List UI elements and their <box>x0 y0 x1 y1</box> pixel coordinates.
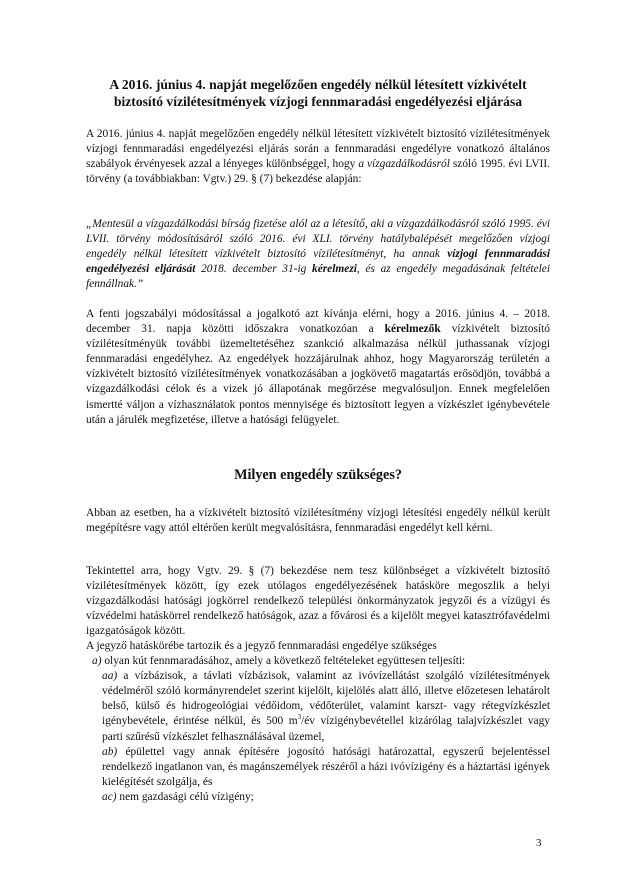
document-title <box>70 76 566 110</box>
quote-bold-procedure: vízjogi fennmaradási engedélyezési eljárását <box>86 248 550 276</box>
list-intro: A jegyző hatáskörébe tartozik és a jegyző fennmaradási engedélye szükséges <box>86 640 437 652</box>
list-item-aa <box>86 669 550 744</box>
list-item-aa-text-1: a vízbázisok, a távlati vízbázisok, valamint az ivóvízellátást szolgáló vízilétesítmények védelméről szóló kormányrendelet szerint kijelölt, kijelölés alatt álló, illetve előzetesen lehatárolt belső, külső és hidrogeológiai védőidom, védőterület, valamint karszt- vagy rétegvízkészlet igénybevétele, érintése nélkül, és 500 m <box>102 670 550 728</box>
list-item-aa-sup: 3 <box>297 713 302 722</box>
intro-paragraph <box>86 127 550 187</box>
quote-text-a: „Mentesül a vízgazdálkodási bírság fizetése alól az a létesítő, aki a vízgazdálkodásról szóló 1995. évi LVII. törvény módosításáról szóló 2016. évi XLI. törvény hatálybalépését megelőzően vízjogi engedély nélkül létesített vízkivételt biztosító vízilétesítményt, ha annak <box>86 218 550 261</box>
list-item-ab <box>86 745 550 790</box>
authority-paragraph: Tekintettel arra, hogy Vgtv. 29. § (7) bekezdése nem tesz különbséget a vízkivételt biztosító vízilétesítmények között, így ezek utólagos engedélyezésének hatásköre megoszlik a helyi vízgazdálkodási hatósági jogkörrel rendelkező települési önkormányzatok jegyzői és a vízügyi és vízvédelmi hatáskörrel rendelkező hatóságok, azaz a fővárosi és a kijelölt megyei katasztrófavédelmi igazgatóságok között. <box>86 565 550 638</box>
purpose-paragraph <box>86 307 550 428</box>
permit-needed-paragraph: Abban az esetben, ha a vízkivételt biztosító vízilétesítmény vízjogi létesítési engedély nélkül került megépítésre vagy attól eltérően került megvalósításra, fennmaradási engedélyt kell kérni. <box>86 507 550 535</box>
quote-text-c: , és az engedély megadásának feltételei fennállnak.” <box>86 263 550 291</box>
title-line-2: biztosító vízilétesítmények vízjogi fennmaradási engedélyezési eljárása <box>113 94 523 109</box>
purpose-bold-applicants: kérelmezők <box>384 323 441 336</box>
quote-text-b: 2018. december 31-ig <box>195 263 312 276</box>
purpose-text-a: A fenti jogszabályi módosítással a jogalkotó azt kívánja elérni, hogy a 2016. június 4. – 2018. december 31. napja közötti időszakra vonatkozóan a <box>86 308 550 336</box>
quote-bold-applies: kérelmezi <box>312 263 357 276</box>
permit-list <box>86 639 550 805</box>
intro-law-name: a vízgazdálkodásról <box>358 158 450 171</box>
list-item-a-label: a) <box>92 655 102 668</box>
list-item-a-text: olyan kút fennmaradásához, amely a következő feltételeket együttesen teljesíti: <box>101 655 466 668</box>
intro-text-c: szóló 1995. évi LVII. törvény (a továbbiakban: Vgtv.) 29. § (7) bekezdése alapján: <box>86 158 550 186</box>
list-item-aa-label: aa) <box>102 670 118 683</box>
list-item-ac-label: ac) <box>102 790 117 803</box>
purpose-text-b: vízkivételt biztosító vízilétesítményük további üzemeltetéséhez szankció alkalmazása nélkül juthassanak vízjogi fennmaradási engedélyhez. Az engedélyek hozzájárulnak ahhoz, hogy Magyarország területén a vízkivételt biztosító vízilétesítmények vonatkozásában a jogkövető magatartás erősödjön, továbbá a vízgazdálkodási célok és a vizek jó állapotának megőrzése megvalósuljon. Ennek megfelelően ismertté váljon a vízhasználatok pontos mennyisége és biztosított legyen a vízkészlet igénybevétele után a járulék megfizetése, illetve a hatósági felügyelet. <box>86 323 551 426</box>
list-item-ab-label: ab) <box>102 745 118 758</box>
section-heading: Milyen engedély szükséges? <box>234 467 402 483</box>
page-number: 3 <box>536 837 542 849</box>
law-quote <box>86 217 550 292</box>
list-item-ac-text: nem gazdasági célú vízigény; <box>116 790 254 803</box>
list-item-ab-text: épülettel vagy annak építésére jogosító hatósági határozattal, egyszerű bejelentéssel rendelkező ingatlanon van, és magánszemélyek részéről a házi ivóvízigény és a háztartási igények kielégítését szolgálja, és <box>102 745 550 788</box>
intro-text-a: A 2016. június 4. napját megelőzően engedély nélkül létesített vízkivételt biztosító vízilétesítmények vízjogi fennmaradási engedélyezési eljárás során a fennmaradási engedélyre vonatkozó általános szabályok érvényesek azzal a lényeges különbséggel, hogy <box>86 128 550 171</box>
list-item-a <box>86 654 550 669</box>
list-item-ac <box>86 790 550 805</box>
list-item-aa-text-2: /év vízigénybevétellel kizárólag talajvízkészlet vagy parti szűrésű vízkészlet felhasználásával üzemel, <box>102 715 550 743</box>
title-line-1: A 2016. június 4. napját megelőzően engedély nélkül létesített vízkivételt <box>109 77 527 92</box>
